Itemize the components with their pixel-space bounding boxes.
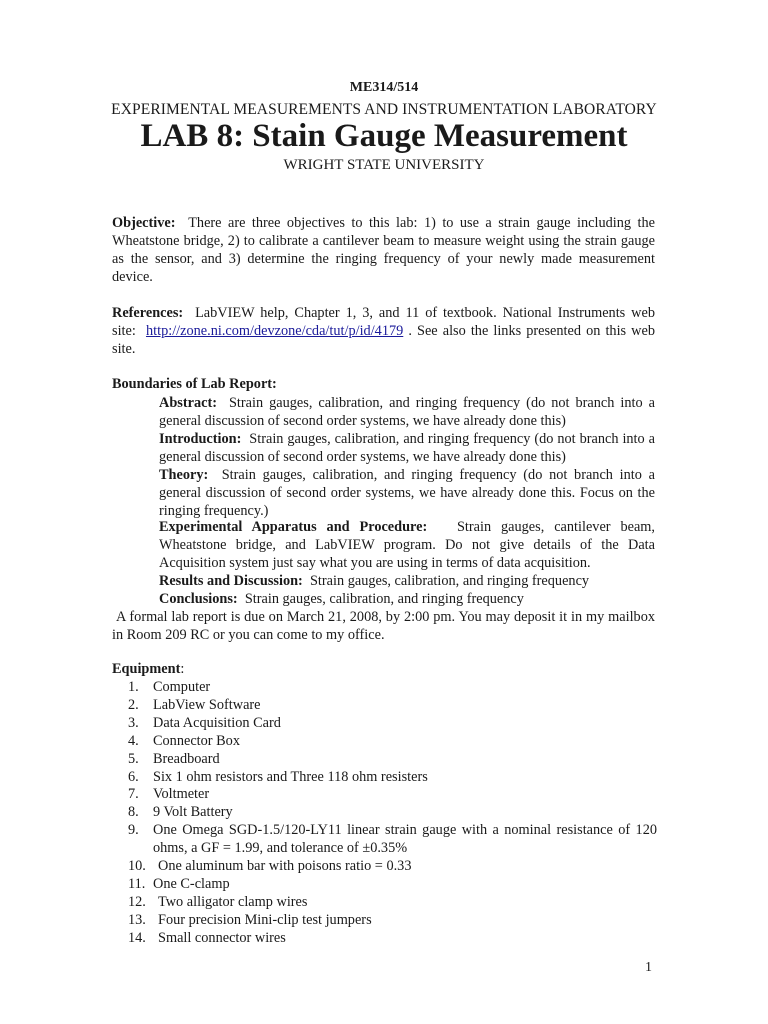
item-number: 13.: [128, 911, 146, 928]
list-item: [112, 822, 657, 858]
section-text: Strain gauges, calibration, and ringing frequency (do not branch into a general discussion of second order systems, we have already done this. Focus on the ringing frequency.): [159, 467, 655, 519]
item-number: 6.: [128, 768, 139, 785]
item-number: 3.: [128, 714, 139, 731]
item-number: 9.: [128, 822, 139, 839]
section-label: Conclusions:: [159, 591, 238, 607]
ni-reference-link[interactable]: http://zone.ni.com/devzone/cda/tut/p/id/4179: [145, 323, 404, 339]
section-introduction: [159, 430, 655, 466]
section-label: Introduction:: [159, 431, 242, 447]
objective-label: Objective:: [112, 215, 176, 231]
item-text: Four precision Mini-clip test jumpers: [158, 911, 372, 928]
item-number: 14.: [128, 929, 146, 946]
item-text: One C-clamp: [153, 875, 230, 892]
objective-text: There are three objectives to this lab: 1) to use a strain gauge including the Wheatstone bridge, 2) to calibrate a cantilever beam to measure weight using the strain gauge as the sensor, and 3) determine the ringing frequency of your newly made measurement device.: [112, 215, 655, 285]
list-item: [112, 751, 657, 769]
list-item: [112, 697, 657, 715]
item-number: 8.: [128, 804, 139, 821]
section-abstract: [159, 394, 655, 430]
page-number: 1: [645, 960, 652, 975]
section-label: Theory:: [159, 467, 209, 483]
equipment-heading-text: Equipment: [112, 661, 181, 677]
item-text: Voltmeter: [153, 786, 210, 803]
item-text: Two alligator clamp wires: [158, 893, 308, 910]
list-item: [112, 679, 657, 697]
lab-subtitle: EXPERIMENTAL MEASUREMENTS AND INSTRUMENTATION LABORATORY: [111, 101, 657, 118]
item-text: Connector Box: [153, 732, 240, 749]
equipment-heading: [112, 661, 184, 678]
section-text: Strain gauges, calibration, and ringing frequency: [309, 573, 590, 589]
section-text: Strain gauges, calibration, and ringing frequency (do not branch into a general discussion of second order systems, we have already done this): [159, 431, 655, 465]
item-number: 12.: [128, 893, 146, 910]
section-results: [159, 572, 655, 590]
item-text: Computer: [153, 679, 211, 695]
section-text: Strain gauges, cantilever beam, Wheatstone bridge, and LabVIEW program. Do not give details of the Data Acquisition system just say what you are using in terms of data acquisition.: [159, 519, 655, 571]
boundaries-heading: Boundaries of Lab Report:: [112, 376, 277, 392]
section-label: Results and Discussion:: [159, 573, 303, 589]
list-item: [112, 894, 657, 912]
list-item: [112, 912, 657, 930]
references-text: LabVIEW help, Chapter 1, 3, and 11 of textbook. National Instruments web site:: [112, 305, 655, 339]
item-text: Six 1 ohm resistors and Three 118 ohm resisters: [153, 768, 428, 785]
item-text: Small connector wires: [158, 929, 286, 946]
item-number: 7.: [128, 786, 139, 803]
item-text: 9 Volt Battery: [153, 804, 233, 821]
list-item: [112, 769, 657, 787]
equipment-list: [112, 679, 657, 948]
item-text: Data Acquisition Card: [153, 714, 281, 731]
item-number: 5.: [128, 750, 139, 767]
section-conclusions: [159, 590, 655, 608]
list-item: [112, 715, 657, 733]
university-name: WRIGHT STATE UNIVERSITY: [283, 157, 485, 173]
section-apparatus: [159, 518, 655, 572]
section-text: Strain gauges, calibration, and ringing frequency (do not branch into a general discussion of second order systems, we have already done this): [159, 395, 655, 429]
course-code: ME314/514: [349, 80, 419, 95]
section-label: Abstract:: [159, 395, 217, 411]
list-item: [112, 733, 657, 751]
item-number: 11.: [128, 875, 146, 892]
section-theory: [159, 466, 655, 520]
section-text: Strain gauges, calibration, and ringing frequency: [244, 591, 524, 607]
item-text: Breadboard: [153, 750, 220, 767]
list-item: [112, 858, 657, 876]
item-number: 4.: [128, 732, 139, 749]
section-label: Experimental Apparatus and Procedure:: [159, 519, 428, 535]
page-title: LAB 8: Stain Gauge Measurement: [140, 118, 628, 154]
list-item: [112, 876, 657, 894]
item-text: One Omega SGD-1.5/120-LY11 linear strain gauge with a nominal resistance of 120 ohms, a GF = 1.99, and tolerance of ±0.35%: [153, 822, 657, 857]
item-number: 2.: [128, 696, 139, 713]
item-number: 1.: [128, 679, 139, 695]
list-item: [112, 804, 657, 822]
references-paragraph: [112, 304, 655, 358]
item-text: One aluminum bar with poisons ratio = 0.33: [158, 858, 412, 875]
due-date-note: A formal lab report is due on March 21, 2008, by 2:00 pm. You may deposit it in my mailbox in Room 209 RC or you can come to my office.: [112, 609, 655, 643]
item-number: 10.: [128, 858, 146, 875]
equipment-heading-colon: :: [180, 661, 185, 677]
objective-paragraph: [112, 214, 655, 286]
list-item: [112, 930, 657, 948]
list-item: [112, 786, 657, 804]
references-label: References:: [112, 305, 184, 321]
references-text-after: . See also the links presented on this web site.: [112, 323, 655, 357]
item-text: LabView Software: [153, 696, 261, 713]
